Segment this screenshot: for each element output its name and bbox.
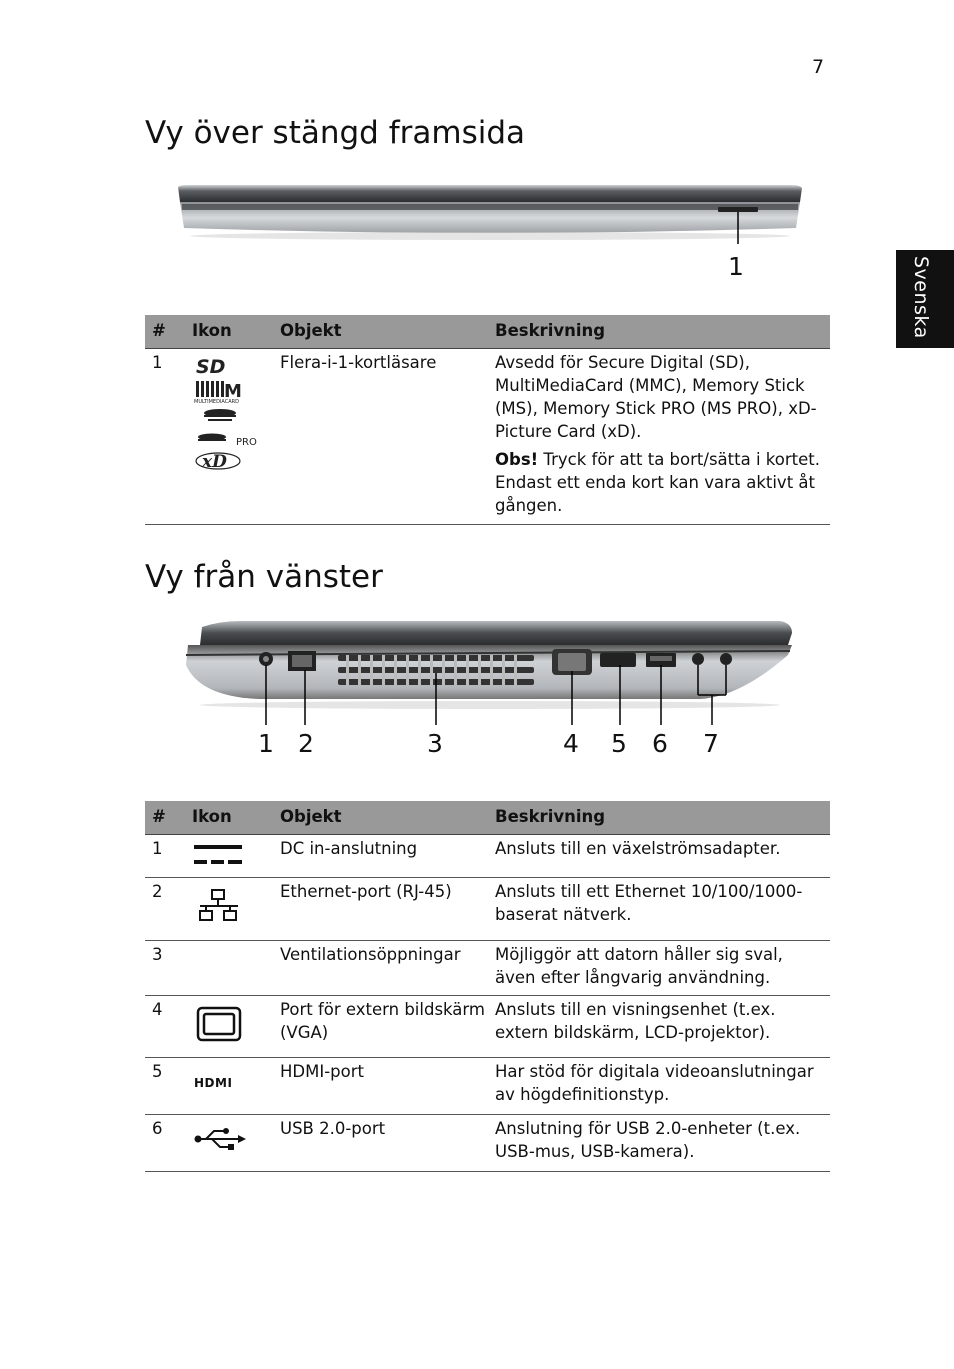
dc-in-icon (192, 843, 252, 871)
language-tab: Svenska (896, 250, 954, 348)
table-row: 2 Ethernet-port (RJ-45) Ansluts till ett Ethernet 10/100/1000-baserat nätverk. (145, 878, 830, 941)
callout-left-7: 7 (703, 729, 719, 758)
table-row: 3 Ventilationsöppningar Möjliggör att datorn håller sig sval, även efter långvarig användning. (145, 941, 830, 996)
callout-left-5: 5 (611, 729, 627, 758)
callout-left-1: 1 (258, 729, 274, 758)
callout-left-2: 2 (298, 729, 314, 758)
svg-text:MULTIMEDIACARD: MULTIMEDIACARD (194, 399, 239, 405)
table-row: 6 USB 2.0-port Anslutning för USB 2.0-enheter (t.ex. USB-mus, USB-kamera). (145, 1115, 830, 1172)
table-row: 1 SD M MULTIMEDIACARD PRO xD Flera-i-1-kortläsare Avsedd för Secure Digital (SD), MultiMediaCard (MMC), Memory Stick (MS), Memory Stick PRO (MS PRO), xD-Picture Card (xD). Obs! Tryck för att ta bort/sätta i kortet. Endast ett enda kort kan vara aktivt åt gången. (145, 349, 830, 525)
vga-icon (192, 1006, 252, 1042)
page-number: 7 (812, 56, 825, 78)
header-description: Beskrivning (495, 801, 830, 835)
svg-text:PRO: PRO (236, 437, 257, 448)
section-title-left: Vy från vänster (145, 559, 383, 595)
header-num: # (145, 801, 192, 835)
laptop-front-illustration (170, 180, 810, 245)
header-description: Beskrivning (495, 315, 830, 349)
usb-icon (192, 1125, 252, 1153)
laptop-left-illustration (180, 615, 800, 730)
callout-left-6: 6 (652, 729, 668, 758)
svg-text:M: M (224, 381, 242, 402)
header-object: Objekt (280, 801, 495, 835)
table-row: 4 Port för extern bildskärm (VGA) Ansluts till en visningsenhet (t.ex. extern bildskärm, LCD-projektor). (145, 996, 830, 1058)
svg-text:HDMI: HDMI (194, 1076, 233, 1090)
ethernet-icon (192, 888, 252, 924)
header-icon: Ikon (192, 801, 280, 835)
card-reader-icon (192, 353, 262, 473)
front-table (145, 315, 830, 525)
svg-text:SD: SD (196, 356, 226, 378)
callout-left-3: 3 (427, 729, 443, 758)
header-icon: Ikon (192, 315, 280, 349)
section-title-front: Vy över stängd framsida (145, 115, 526, 151)
header-object: Objekt (280, 315, 495, 349)
left-table (145, 801, 830, 1172)
callout-left-4: 4 (563, 729, 579, 758)
callout-front-1: 1 (728, 252, 744, 281)
header-num: # (145, 315, 192, 349)
table-row: 1 DC in-anslutning Ansluts till en växelströmsadapter. (145, 835, 830, 878)
table-row: 5 HDMI HDMI-port Har stöd för digitala videoanslutningar av högdefinitionstyp. (145, 1058, 830, 1115)
svg-text:xD: xD (202, 452, 227, 472)
hdmi-icon (192, 1075, 252, 1091)
